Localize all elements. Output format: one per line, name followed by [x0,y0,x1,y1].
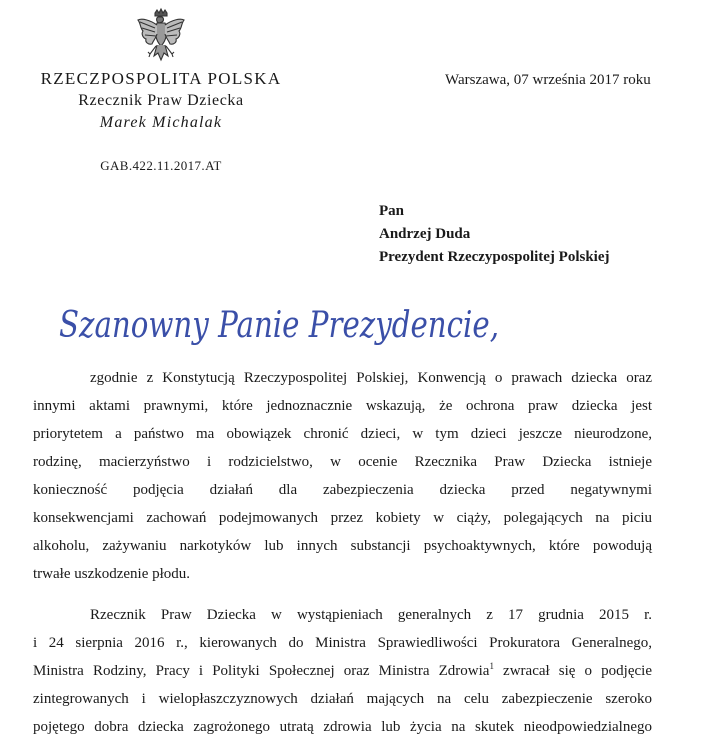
handwritten-salutation [55,285,505,365]
reference-number: GAB.422.11.2017.AT [100,158,222,173]
body-line: innymi aktami prawnymi, które jednoznacznie wskazują, że ochrona praw dziecka jest [33,398,652,414]
addressee-title: Pan [379,203,405,219]
body-line: rodzinę, macierzyństwo i rodzicielstwo, w ocenie Rzecznika Praw Dziecka istnieje [33,454,652,470]
addressee-name: Andrzej Duda [379,226,471,242]
paragraph-2 [33,601,653,741]
body-line-with-footnote [32,657,652,685]
body-line: pojętego dobra dziecka zagrożonego utratą zdrowia lub życia na skutek nieodpowiedzialnego [33,719,652,735]
polish-eagle-icon [136,8,186,70]
body-line: konieczność podjęcia działań dla zabezpieczenia dziecka przed negatywnymi [33,482,652,498]
body-line-part: Ministra Rodziny, Pracy i Polityki Społecznej oraz Ministra Zdrowia [33,663,490,679]
body-line: alkoholu, zażywaniu narkotyków lub innych substancji psychoaktywnych, które powodują [33,538,652,554]
addressee-position: Prezydent Rzeczypospolitej Polskiej [379,249,610,265]
paragraph-1 [33,364,653,588]
issuer-country: RZECZPOSPOLITA POLSKA [40,69,282,88]
issuer-office: Rzecznik Praw Dziecka [78,92,244,109]
footnote-mark: 1 [489,661,494,671]
letter-body [33,364,653,741]
body-line: trwałe uszkodzenie płodu. [33,566,191,582]
place-date: Warszawa, 07 września 2017 roku [445,72,651,88]
addressee-block [379,200,610,269]
issuer-block [0,68,322,134]
body-line-part: zwracał się o podjęcie [493,663,652,679]
body-line: zgodnie z Konstytucją Rzeczypospolitej Polskiej, Konwencją o prawach dziecka oraz [90,370,652,386]
body-line: Rzecznik Praw Dziecka w wystąpieniach generalnych z 17 grudnia 2015 r. [90,607,652,623]
issuer-person: Marek Michalak [99,114,223,131]
body-line: priorytetem a państwo ma obowiązek chronić dzieci, w tym dzieci jeszcze nieurodzone, [33,426,652,442]
salutation-text: Szanowny Panie Prezydencie, [59,305,499,346]
body-line: i 24 sierpnia 2016 r., kierowanych do Ministra Sprawiedliwości Prokuratora Generalnego, [33,635,652,651]
body-line: zintegrowanych i wielopłaszczyznowych działań mających na celu zabezpieczenie szeroko [33,691,652,707]
body-line: konsekwencjami zachowań podejmowanych przez kobiety w ciąży, polegających na piciu [33,510,652,526]
